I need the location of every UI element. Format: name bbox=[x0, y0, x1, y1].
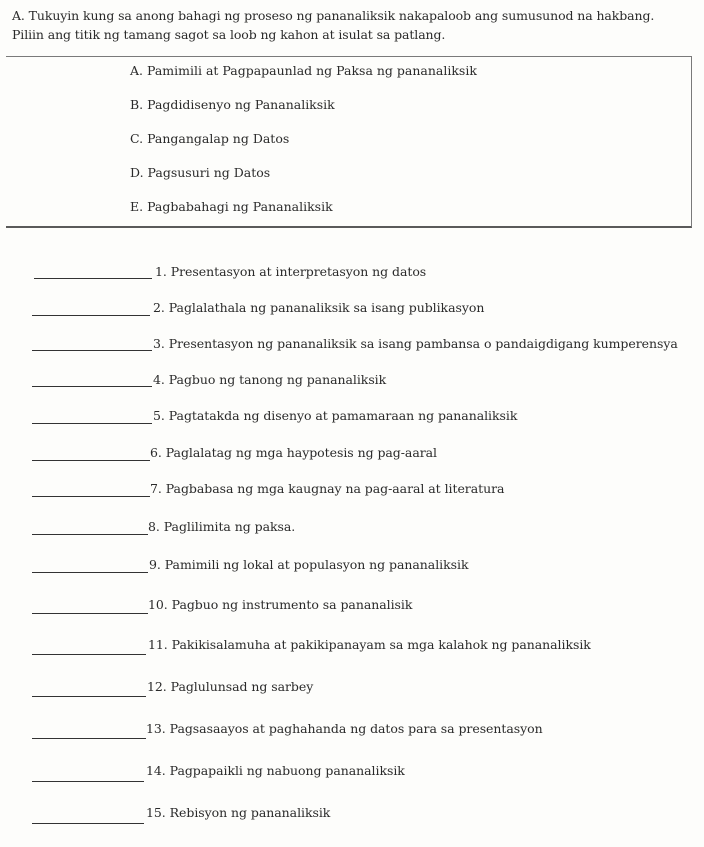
answer-blank-5[interactable] bbox=[32, 423, 152, 424]
instructions-line-1: A. Tukuyin kung sa anong bahagi ng proseso ng pananaliksik nakapaloob ang sumusunod na hakbang. bbox=[12, 8, 655, 23]
item-text-1: 1. Presentasyon at interpretasyon ng datos bbox=[155, 264, 427, 279]
answer-blank-4[interactable] bbox=[32, 386, 152, 387]
item-6 bbox=[0, 442, 704, 462]
item-text-3: 3. Presentasyon ng pananaliksik sa isang pambansa o pandaigdigang kumperensya bbox=[153, 336, 678, 351]
item-11 bbox=[0, 634, 704, 654]
answer-blank-6[interactable] bbox=[32, 460, 150, 461]
answer-blank-7[interactable] bbox=[32, 496, 150, 497]
answer-blank-13[interactable] bbox=[32, 738, 146, 739]
item-text-7: 7. Pagbabasa ng mga kaugnay na pag-aaral at literatura bbox=[150, 481, 505, 496]
answer-blank-2[interactable] bbox=[32, 315, 150, 316]
item-8 bbox=[0, 516, 704, 536]
item-text-10: 10. Pagbuo ng instrumento sa pananalisik bbox=[148, 597, 413, 612]
item-5 bbox=[0, 406, 704, 426]
item-1 bbox=[0, 262, 704, 282]
item-text-2: 2. Paglalathala ng pananaliksik sa isang publikasyon bbox=[153, 300, 485, 315]
item-text-13: 13. Pagsasaayos at paghahanda ng datos para sa presentasyon bbox=[146, 721, 543, 736]
choice-c: C. Pangangalap ng Datos bbox=[130, 131, 290, 146]
choice-a: A. Pamimili at Pagpapaunlad ng Paksa ng pananaliksik bbox=[130, 63, 477, 78]
item-13 bbox=[0, 718, 704, 738]
choice-b: B. Pagdidisenyo ng Pananaliksik bbox=[130, 97, 335, 112]
answer-blank-11[interactable] bbox=[32, 654, 146, 655]
item-15 bbox=[0, 802, 704, 822]
item-text-4: 4. Pagbuo ng tanong ng pananaliksik bbox=[153, 372, 387, 387]
answer-blank-3[interactable] bbox=[32, 350, 152, 351]
item-12 bbox=[0, 676, 704, 696]
answer-blank-14[interactable] bbox=[32, 781, 144, 782]
answer-blank-12[interactable] bbox=[32, 696, 146, 697]
answer-blank-9[interactable] bbox=[32, 572, 148, 573]
item-2 bbox=[0, 298, 704, 318]
item-text-11: 11. Pakikisalamuha at pakikipanayam sa mga kalahok ng pananaliksik bbox=[148, 637, 591, 652]
item-14 bbox=[0, 760, 704, 780]
item-3 bbox=[0, 334, 704, 354]
answer-blank-15[interactable] bbox=[32, 823, 144, 824]
item-10 bbox=[0, 594, 704, 614]
answer-blank-1[interactable] bbox=[34, 278, 152, 279]
item-text-6: 6. Paglalatag ng mga haypotesis ng pag-aaral bbox=[150, 445, 438, 460]
item-9 bbox=[0, 554, 704, 574]
item-text-5: 5. Pagtatakda ng disenyo at pamamaraan ng pananaliksik bbox=[153, 408, 518, 423]
item-7 bbox=[0, 478, 704, 498]
item-4 bbox=[0, 370, 704, 390]
choice-e: E. Pagbabahagi ng Pananaliksik bbox=[130, 199, 333, 214]
item-text-9: 9. Pamimili ng lokal at populasyon ng pananaliksik bbox=[149, 557, 469, 572]
answer-blank-8[interactable] bbox=[32, 534, 148, 535]
choice-d: D. Pagsusuri ng Datos bbox=[130, 165, 271, 180]
answer-blank-10[interactable] bbox=[32, 613, 148, 614]
item-text-14: 14. Pagpapaikli ng nabuong pananaliksik bbox=[146, 763, 405, 778]
item-text-8: 8. Paglilimita ng paksa. bbox=[148, 519, 296, 534]
instructions-line-2: Piliin ang titik ng tamang sagot sa loob ng kahon at isulat sa patlang. bbox=[12, 27, 446, 42]
item-text-15: 15. Rebisyon ng pananaliksik bbox=[146, 805, 331, 820]
item-text-12: 12. Paglulunsad ng sarbey bbox=[147, 679, 314, 694]
